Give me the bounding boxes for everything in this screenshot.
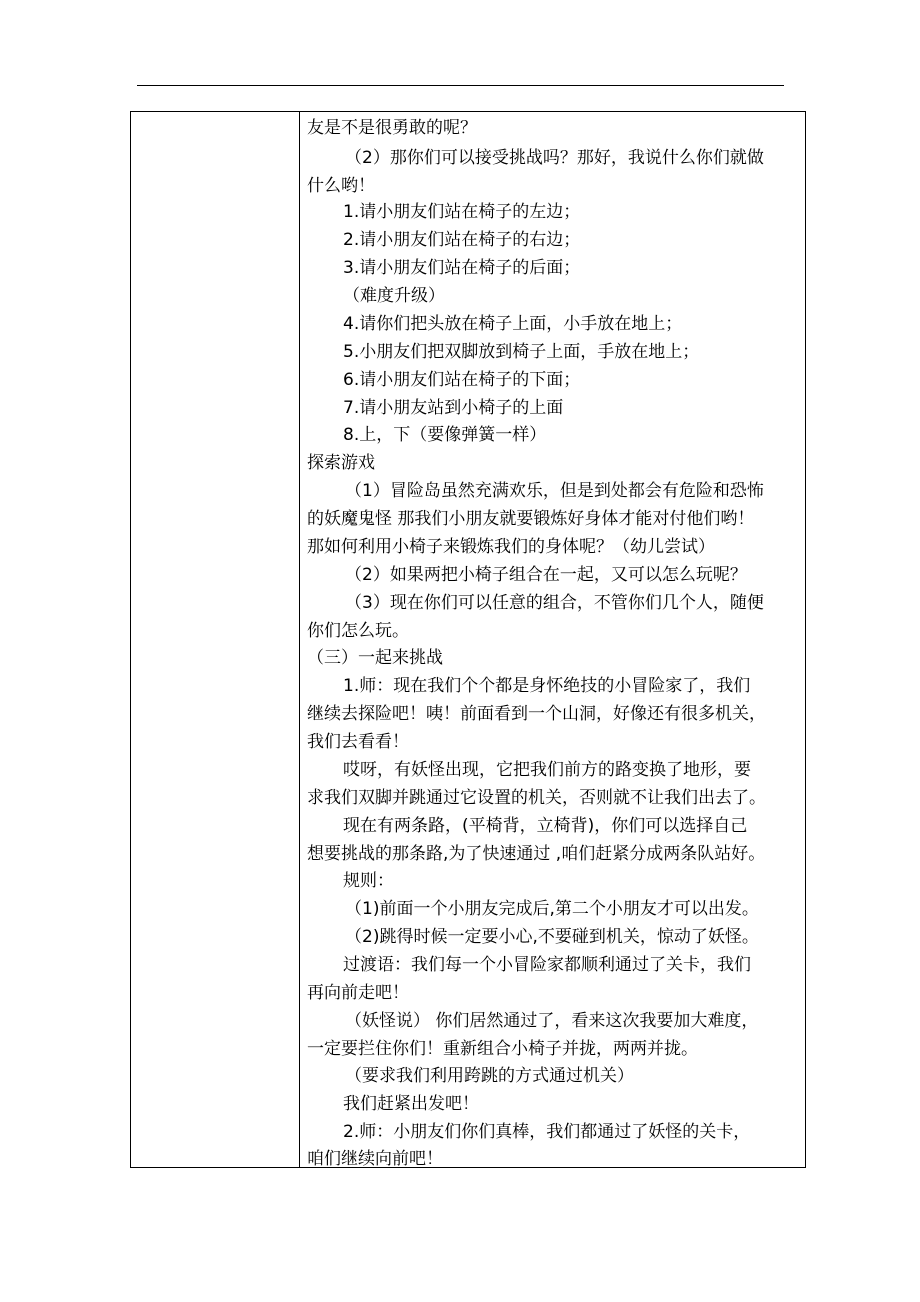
text-line: 2.师：小朋友们你们真棒，我们都通过了妖怪的关卡， [343, 1122, 751, 1142]
text-line: 那如何利用小椅子来锻炼我们的身体呢？（幼儿尝试） [307, 537, 715, 557]
text-line: （妖怪说） 你们居然通过了，看来这次我要加大难度， [345, 1011, 759, 1031]
text-line: 8.上，下（要像弹簧一样） [343, 425, 547, 445]
text-line: 探索游戏 [307, 453, 375, 473]
header-rule [137, 85, 784, 86]
text-line: 过渡语：我们每一个小冒险家都顺利通过了关卡，我们 [343, 955, 751, 975]
text-line: 5.小朋友们把双脚放到椅子上面，手放在地上； [343, 342, 700, 362]
text-line: （2）那你们可以接受挑战吗？那好，我说什么你们就做 [345, 148, 764, 168]
text-line: 想要挑战的那条路,为了快速通过 ,咱们赶紧分成两条队站好。 [307, 844, 766, 864]
text-line: 2.请小朋友们站在椅子的右边； [343, 230, 581, 250]
text-line: 我们去看看！ [307, 732, 409, 752]
text-line: （难度升级） [343, 286, 445, 306]
text-line: 1.师：现在我们个个都是身怀绝技的小冒险家了，我们 [343, 676, 751, 696]
text-line: 友是不是很勇敢的呢？ [307, 118, 477, 138]
text-line: （2)跳得时候一定要小心,不要碰到机关，惊动了妖怪。 [345, 927, 759, 947]
table-left-cell [131, 112, 300, 1167]
text-line: 4.请你们把头放在椅子上面，小手放在地上； [343, 314, 683, 334]
text-line: 7.请小朋友站到小椅子的上面 [343, 398, 564, 418]
text-line: 我们赶紧出发吧！ [343, 1094, 479, 1114]
text-line: （1)前面一个小朋友完成后,第二个小朋友才可以出发。 [345, 899, 759, 919]
text-line: 规则： [343, 871, 394, 891]
text-line: 1.请小朋友们站在椅子的左边； [343, 202, 581, 222]
text-line: 哎呀，有妖怪出现，它把我们前方的路变换了地形，要 [343, 760, 751, 780]
text-line: 现在有两条路，(平椅背，立椅背)，你们可以选择自己 [343, 816, 748, 836]
text-line: （要求我们利用跨跳的方式通过机关） [345, 1066, 634, 1086]
text-line: （2）如果两把小椅子组合在一起，又可以怎么玩呢？ [345, 565, 747, 585]
text-line: 一定要拦住你们！重新组合小椅子并拢，两两并拢。 [307, 1039, 698, 1059]
text-line: 你们怎么玩。 [307, 621, 409, 641]
text-line: 的妖魔鬼怪 那我们小朋友就要锻炼好身体才能对付他们哟！ [307, 509, 755, 529]
text-line: 什么哟！ [307, 176, 375, 196]
text-line: （1）冒险岛虽然充满欢乐，但是到处都会有危险和恐怖 [345, 481, 764, 501]
text-line: （3）现在你们可以任意的组合，不管你们几个人，随便 [345, 593, 764, 613]
text-line: 咱们继续向前吧！ [307, 1149, 443, 1169]
text-line: （三）一起来挑战 [307, 648, 443, 668]
text-line: 再向前走吧！ [307, 983, 409, 1003]
text-line: 继续去探险吧！咦！前面看到一个山洞，好像还有很多机关， [307, 704, 766, 724]
text-line: 3.请小朋友们站在椅子的后面； [343, 258, 581, 278]
text-line: 6.请小朋友们站在椅子的下面； [343, 370, 581, 390]
text-line: 求我们双脚并跳通过它设置的机关，否则就不让我们出去了。 [307, 788, 766, 808]
